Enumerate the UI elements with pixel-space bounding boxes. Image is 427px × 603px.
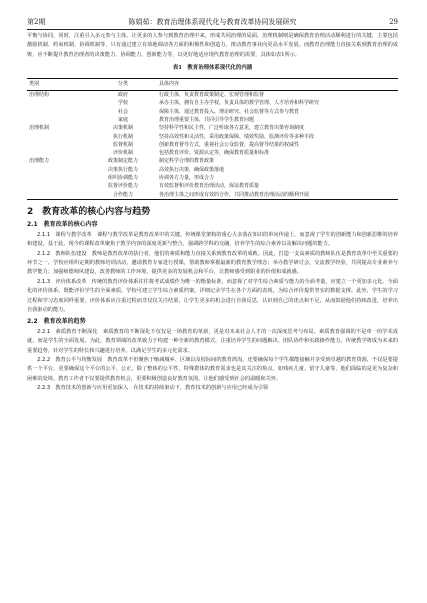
section-2-1-3-text: 传统的教育评价体系往往将考试成绩作为唯一的衡量标准，而忽视了对学生综合素质与能力的全面考量。应建立一个更加多元化、全面化的评价体系，既能评价学生的全面素质。学校可建立学生综合素质档案，详细记录学生在各个方面的表现，为综合评价提供坚实的数据支撑。此外，学生的学习过程和学习态度同样重要，评价体系应注重过程而非仅仅关注结果，让学生更多的机会进行自我反思，认识到自己的优点和不足，从而鼓励他们持续改进，培养出自我驱动的能力。 xyxy=(27,278,398,313)
table-cell-type: 政策制定能力 xyxy=(107,158,138,165)
table-cell-category xyxy=(27,166,89,174)
table-row xyxy=(27,157,398,165)
table-cell-category xyxy=(27,133,89,141)
section-2-2-3-text: 在技术的持续驱动下，教育技术的创新与应用已经成为引领 xyxy=(133,385,269,392)
header-rule xyxy=(27,29,398,30)
table-row xyxy=(27,124,398,132)
section-2-2-heading: 2.2 教育改革的趋势 xyxy=(27,318,86,326)
table-cell-content: 各治理主体之间形成有效的合作，共同推动教育治理活动的顺利开展 xyxy=(159,191,310,198)
section-2-2-3 xyxy=(27,384,398,393)
section-2-2-1-label: 2.2.1 素质教育不断深化 xyxy=(37,328,98,335)
table-cell-content: 坚持科学性和民主性，广泛听取各方意见，建立教育决策咨询制度 xyxy=(159,125,305,132)
table-body xyxy=(27,91,398,200)
table-cell-content: 行政主体，负责教育政策制定、宏观管理和监督 xyxy=(159,92,265,99)
table-cell-content: 高效执行决策，确保政策落地 xyxy=(159,166,225,173)
table-row xyxy=(27,166,398,174)
table-cell-content: 创新教育督导方式，重视社会公众监督，提高督导结果的权威性 xyxy=(159,141,300,148)
issue-number: 第2期 xyxy=(27,18,46,26)
table-cell-category: 治理能力 xyxy=(29,158,50,165)
section-2-2-1 xyxy=(27,328,398,356)
section-2-2-2-label: 2.2.2 教育公平与均衡发展 xyxy=(37,356,103,363)
section-2-2-1-text: 素质教育的不断深化不仅仅是一场教育的革新，更是对未来社会人才的一次深度思考与布局。素质教育强调的不是单一的学术成就，而是学生的全面发展。为此，教育领域的改革致力于构建一种全新的教育模式，注重培养学生的问题解决、团队协作和实践操作能力。传统教学将成为未来的重要趋势，针对学生的特长和兴趣进行培养，以满足学生的多元化需求。 xyxy=(27,328,398,354)
intro-paragraph: 平衡与协同，同时，注重引入多元参与主体，让更多的人参与到教育治理中来，形成共同治理的局面。治理机制则是确保教育治理活动顺利进行的关键，主要包括激励机制、约束机制、协调机制等，只有通过建立有效地调动各方面的积极性和创造力，推动教育事业向更高水平发展。而教育治理能力直接关系到教育治理的成败，应不断提升教育治理者的决策能力、协调能力、创新能力等，以更好地适应现代教育治理的需要，具体如表1所示。 xyxy=(27,33,398,58)
section-2-2-2-text: 教育改革不但聚焦于缩减城乡、区域以及校际间的教育鸿沟，还要确保每个学生都能接触并享受到卓越的教育资源，不仅是要提供一个平台，更要确保这个平台的公平、公正。除了整体的公平性，特殊群体的教育需求也是其关注的焦点，如残疾儿童、留守儿童等。他们面临的是更为复杂和困难的处境。教育工作者不仅要提供教育机会，更要积极创造良好教育氛围，让他们感受到社会的温暖和关怀。 xyxy=(27,356,398,382)
table-cell-type: 家庭 xyxy=(117,116,128,123)
table-cell-category xyxy=(27,174,89,182)
table-cell-category xyxy=(27,182,89,190)
section-2-heading: 2 教育改革的核心内容与趋势 xyxy=(27,206,151,217)
table-row xyxy=(27,149,398,157)
section-2-2-2 xyxy=(27,356,398,384)
table-cell-type: 学校 xyxy=(117,100,128,107)
section-2-1-2-text: 教师是教育改革的执行者，他们的素质和能力直接关系到教育改革的成败。因此，打造一支高素质的教师队伍是教育改革中至关重要的环节之一。学校应组织定期的教师培训活动，邀请教育专家进行授课，帮助教师掌握最新的教育教学理念；举办教学研讨会，交流教学经验，共同提高专业素养与教学能力；加强师德师风建设，改善教师的工作环境，提供更多的发展机会和平台，让教师感受到职业的价值和成就感。 xyxy=(27,250,398,276)
table-cell-type: 社会 xyxy=(117,108,128,115)
table-row xyxy=(27,91,398,100)
section-2-1-2 xyxy=(27,250,398,278)
section-2-1-1-label: 2.1.1 课程与教学改革 xyxy=(37,231,92,238)
table-cell-type: 执行机制 xyxy=(112,133,133,140)
table-cell-category xyxy=(27,191,89,200)
table-cell-type: 监督评价能力 xyxy=(107,183,138,190)
section-2-1-3-label: 2.1.3 评价体系改革 xyxy=(37,278,87,285)
section-2-1-1-text: 课程与教学改革是教育改革中的关键。传统课堂架构的重心大多落在知识的单向传递上，而忽视了学生的创新能力和创新思维的培养和建设。基于此，现今的课程改革聚焦于教学内容的深度更新与整合，强调跨学科的交融，培养学生的综合素养以及解决问题的能力。 xyxy=(27,231,398,248)
section-2-1-heading: 2.1 教育改革的核心内容 xyxy=(27,221,98,229)
section-2-2-3-label: 2.2.3 教育技术的创新与应用更加深入 xyxy=(37,385,129,392)
table-row xyxy=(27,133,398,141)
table-cell-type: 政府 xyxy=(117,92,128,99)
table-cell-type: 组织协调能力 xyxy=(107,175,138,181)
table-row xyxy=(27,116,398,124)
table-cell-content: 教育治理重要主体，共同引导学生教育问题 xyxy=(159,116,255,123)
table-cell-content: 制定科学合理的教育政策 xyxy=(159,158,215,165)
running-title: 陈娟茹：教育治理体系现代化与教育改革协同发展研究 xyxy=(128,18,297,26)
table-cell-category xyxy=(27,99,89,107)
table-row xyxy=(27,174,398,182)
table-cell-category xyxy=(27,108,89,116)
table-row xyxy=(27,99,398,107)
table-cell-content: 包括教育评价、资源认定等，确保教育质量和标准 xyxy=(159,150,270,157)
table-cell-category: 治理机制 xyxy=(29,125,50,132)
page-number: 29 xyxy=(389,18,398,26)
section-2-1-1 xyxy=(27,231,398,250)
table-cell-content: 协调各方力量，形成合力 xyxy=(159,175,215,181)
table-row xyxy=(27,191,398,200)
table-cell-content: 保障主体，通过教育投入、理论研究、社会监督等方式参与教育 xyxy=(159,108,300,115)
table-header-content: 具体内容 xyxy=(159,80,180,87)
table-cell-category: 治理结构 xyxy=(29,92,50,99)
running-header xyxy=(27,16,398,28)
table-cell-content: 承办主体，拥有自主办学权，负责具体的教学管理、人才培养和科学研究 xyxy=(159,100,320,107)
content-table xyxy=(27,78,398,200)
table-header-type: 分类 xyxy=(117,80,128,87)
table-row xyxy=(27,141,398,149)
table-cell-content: 坚持高效性和灵活性，采用政策保障、绩效奖励、监测评价等多种手段 xyxy=(159,133,315,140)
table-cell-type: 决策执行能力 xyxy=(107,166,138,173)
table-cell-category xyxy=(27,141,89,149)
table-cell-category xyxy=(27,149,89,157)
table-header-category: 类别 xyxy=(29,80,40,87)
table-caption: 表1 教育治理体系现代化的内涵 xyxy=(172,65,253,72)
table-cell-category xyxy=(27,116,89,124)
section-2-1-2-label: 2.1.2 教师队伍建设 xyxy=(37,250,87,257)
section-2-1-3 xyxy=(27,278,398,316)
table-cell-type: 评价机制 xyxy=(112,150,133,157)
table-cell-type: 合作能力 xyxy=(112,191,133,198)
body-text xyxy=(27,32,398,394)
table-cell-type: 决策机制 xyxy=(112,125,133,132)
table-row xyxy=(27,108,398,116)
table-cell-type: 监督机制 xyxy=(112,141,133,148)
table-cell-content: 有效监督和评价教育治理活动，保证教育质量 xyxy=(159,183,260,190)
table-row xyxy=(27,182,398,190)
